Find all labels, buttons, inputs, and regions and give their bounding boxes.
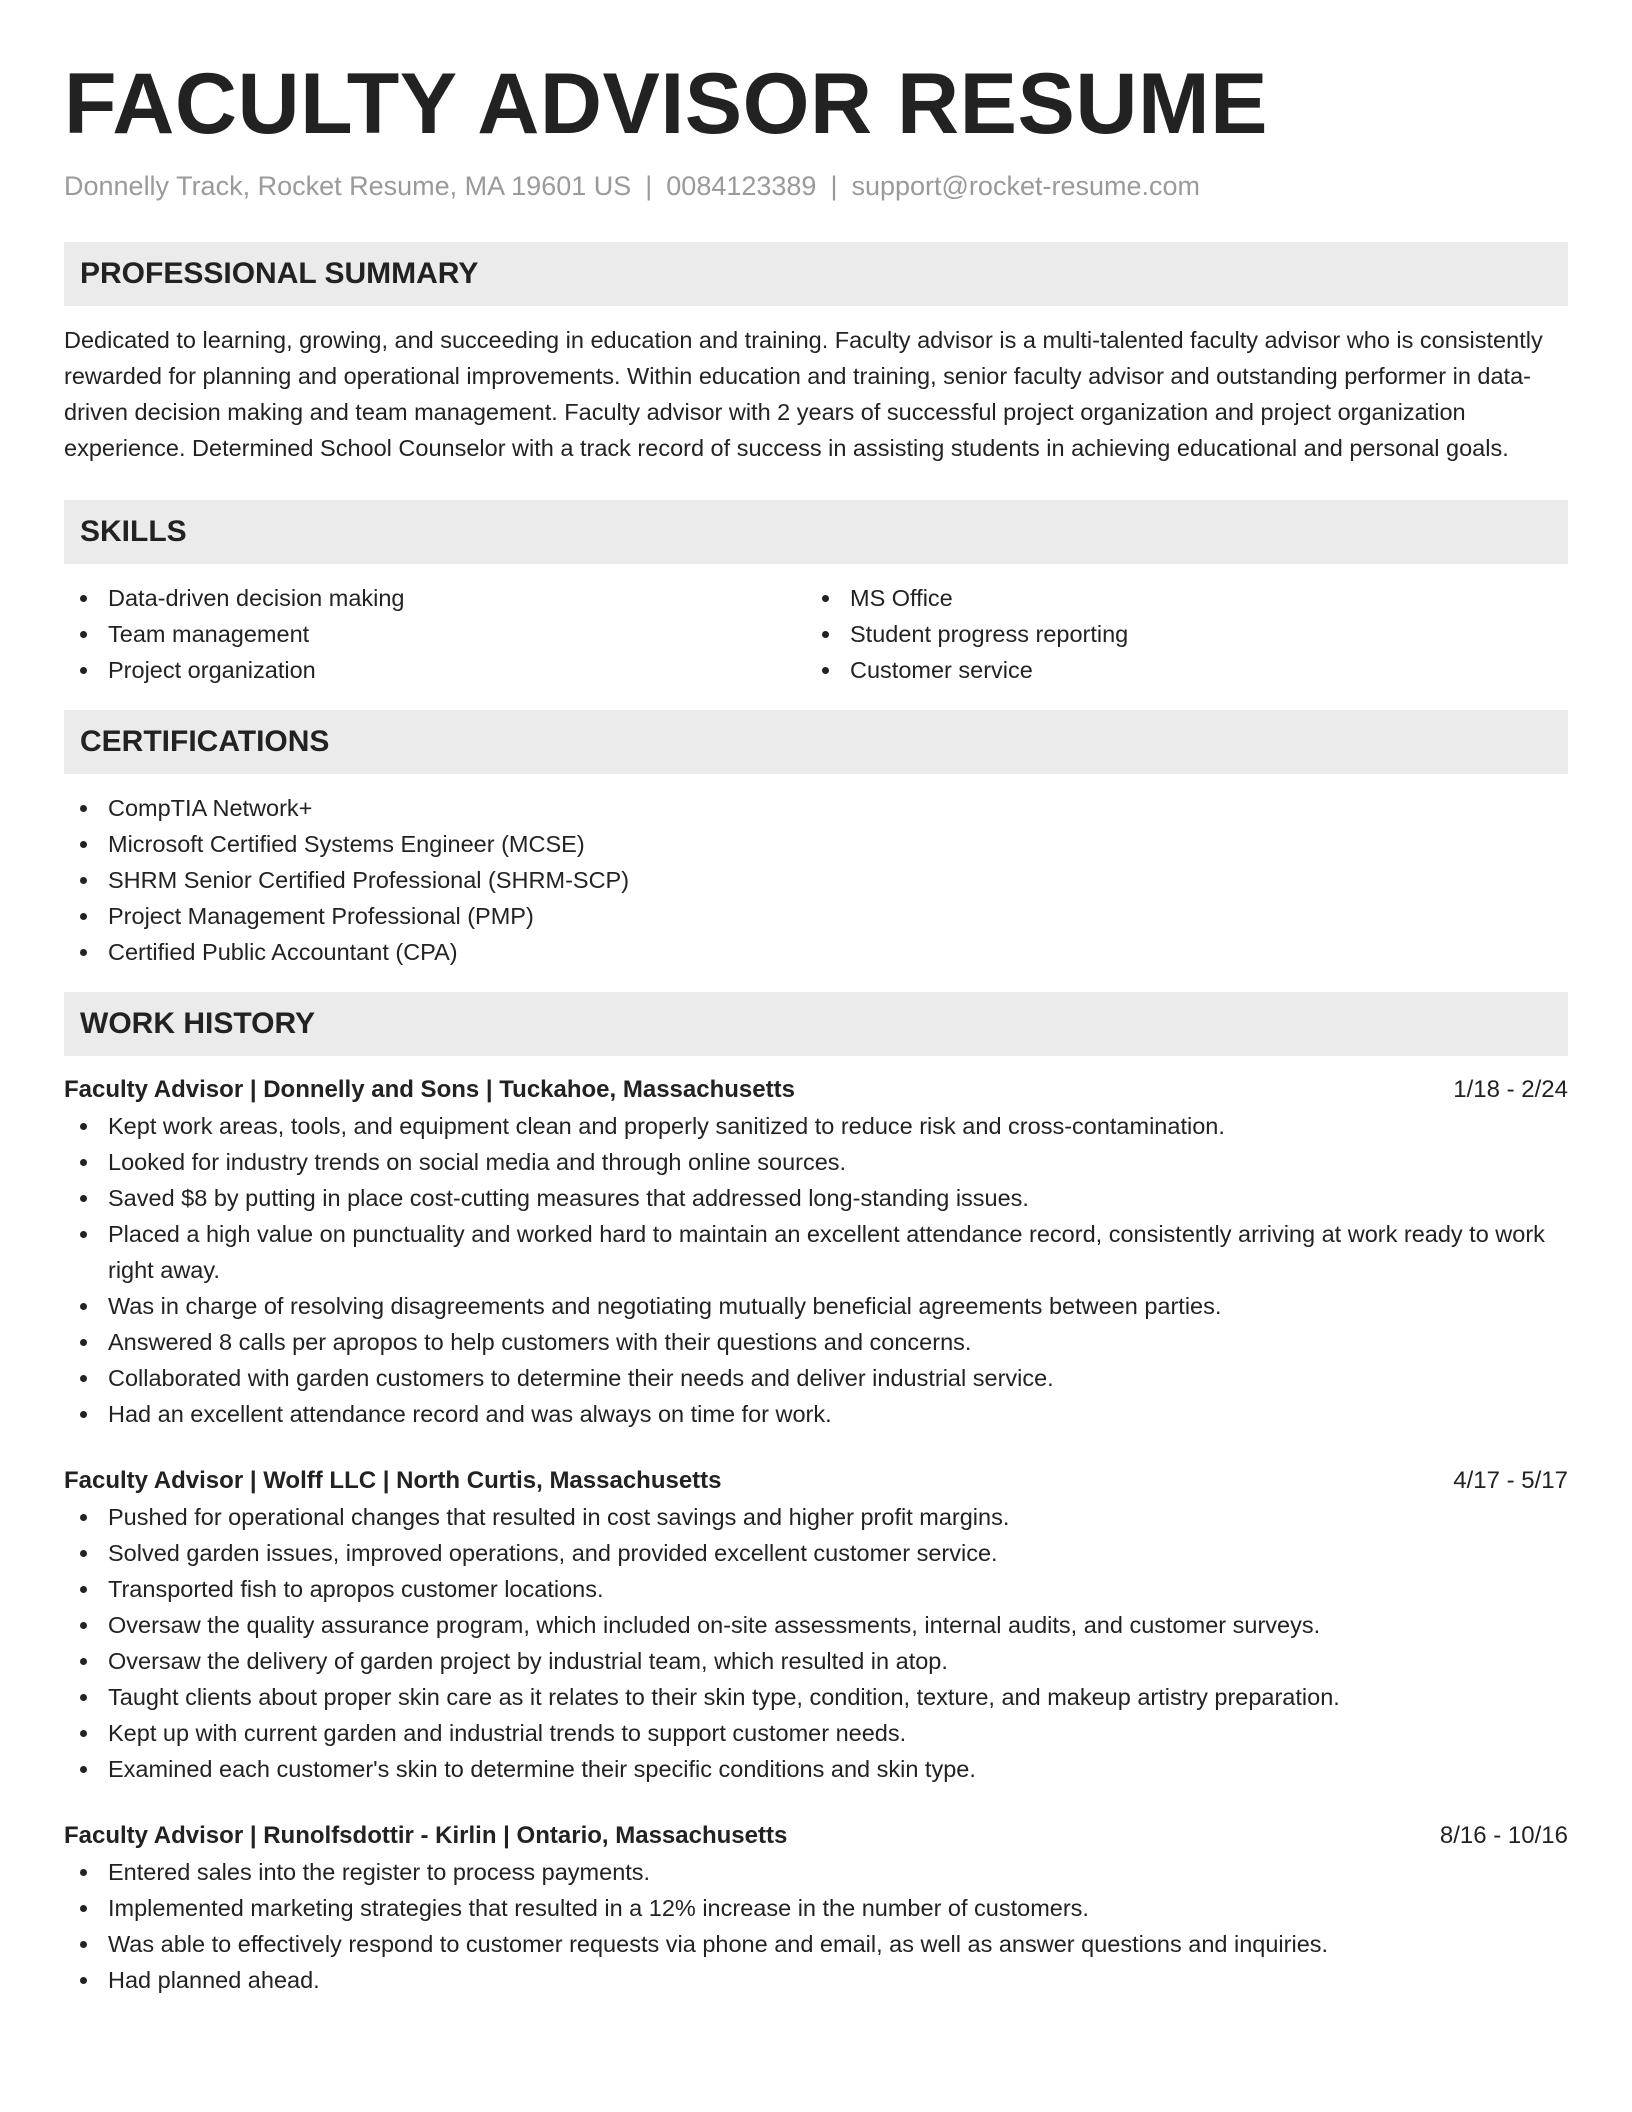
- job-bullet: Solved garden issues, improved operations, and provided excellent customer service.: [64, 1535, 1568, 1571]
- certification-item: Microsoft Certified Systems Engineer (MCSE): [64, 826, 1568, 862]
- job-bullet: Examined each customer's skin to determine their specific conditions and skin type.: [64, 1751, 1568, 1787]
- job-bullet: Oversaw the quality assurance program, which included on-site assessments, internal audits, and customer surveys.: [64, 1607, 1568, 1643]
- job-bullets: [64, 1499, 1568, 1787]
- resume-title: FACULTY ADVISOR RESUME: [64, 56, 1268, 152]
- job-bullet: Placed a high value on punctuality and worked hard to maintain an excellent attendance record, consistently arriving at work ready to work right away.: [64, 1216, 1568, 1288]
- job-entry: [64, 1818, 1568, 1998]
- section-header-skills: SKILLS: [64, 500, 1568, 564]
- job-bullet: Had an excellent attendance record and was always on time for work.: [64, 1396, 1568, 1432]
- job-title: Faculty Advisor | Wolff LLC | North Curtis, Massachusetts: [64, 1467, 722, 1494]
- skills-column-left: [64, 580, 806, 688]
- summary-text: Dedicated to learning, growing, and succeeding in education and training. Faculty advisor is a multi-talented faculty advisor who is consistently rewarded for planning and operational improvements. Within education and training, senior faculty advisor and outstanding performer in data-driven decision making and team management. Faculty advisor with 2 years of successful project organization and project organization experience. Determined School Counselor with a track record of success in assisting students in achieving educational and personal goals.: [64, 327, 1543, 461]
- skill-item: Data-driven decision making: [64, 580, 806, 616]
- skills-column-right: [806, 580, 1548, 688]
- certification-item: Project Management Professional (PMP): [64, 898, 1568, 934]
- job-title: Faculty Advisor | Runolfsdottir - Kirlin | Ontario, Massachusetts: [64, 1822, 788, 1849]
- job-entry: [64, 1463, 1568, 1787]
- section-header-certifications: CERTIFICATIONS: [64, 710, 1568, 774]
- contact-email[interactable]: support@rocket-resume.com: [851, 171, 1200, 201]
- resume-page: [64, 0, 1568, 1998]
- skill-item: Customer service: [806, 652, 1548, 688]
- skill-item: Student progress reporting: [806, 616, 1548, 652]
- contact-separator: |: [830, 171, 838, 201]
- job-header: [64, 1463, 1568, 1499]
- certifications-list: [64, 790, 1568, 970]
- contact-phone: 0084123389: [666, 171, 817, 201]
- job-title: Faculty Advisor | Donnelly and Sons | Tuckahoe, Massachusetts: [64, 1076, 795, 1103]
- job-bullet: Collaborated with garden customers to determine their needs and deliver industrial service.: [64, 1360, 1568, 1396]
- job-bullet: Had planned ahead.: [64, 1962, 1568, 1998]
- job-dates: 8/16 - 10/16: [1439, 1822, 1568, 1849]
- job-bullet: Implemented marketing strategies that resulted in a 12% increase in the number of customers.: [64, 1890, 1568, 1926]
- job-bullet: Saved $8 by putting in place cost-cutting measures that addressed long-standing issues.: [64, 1180, 1568, 1216]
- job-bullet: Answered 8 calls per apropos to help customers with their questions and concerns.: [64, 1324, 1568, 1360]
- job-bullet: Kept work areas, tools, and equipment clean and properly sanitized to reduce risk and cross-contamination.: [64, 1108, 1568, 1144]
- job-header: [64, 1072, 1568, 1108]
- job-entry: [64, 1072, 1568, 1432]
- certification-item: Certified Public Accountant (CPA): [64, 934, 1568, 970]
- skill-item: Team management: [64, 616, 806, 652]
- section-header-summary: PROFESSIONAL SUMMARY: [64, 242, 1568, 306]
- job-bullet: Was in charge of resolving disagreements and negotiating mutually beneficial agreements between parties.: [64, 1288, 1568, 1324]
- skills-grid: [64, 580, 1568, 688]
- contact-separator: |: [645, 171, 653, 201]
- section-header-work-history: WORK HISTORY: [64, 992, 1568, 1056]
- contact-address: Donnelly Track, Rocket Resume, MA 19601 US: [64, 171, 632, 201]
- job-bullet: Kept up with current garden and industrial trends to support customer needs.: [64, 1715, 1568, 1751]
- job-bullet: Looked for industry trends on social media and through online sources.: [64, 1144, 1568, 1180]
- job-bullet: Transported fish to apropos customer locations.: [64, 1571, 1568, 1607]
- certification-item: SHRM Senior Certified Professional (SHRM-SCP): [64, 862, 1568, 898]
- job-bullet: Was able to effectively respond to customer requests via phone and email, as well as answer questions and inquiries.: [64, 1926, 1568, 1962]
- job-dates: 4/17 - 5/17: [1453, 1467, 1568, 1494]
- certification-item: CompTIA Network+: [64, 790, 1568, 826]
- job-bullet: Oversaw the delivery of garden project by industrial team, which resulted in atop.: [64, 1643, 1568, 1679]
- job-dates: 1/18 - 2/24: [1453, 1076, 1568, 1103]
- job-bullet: Pushed for operational changes that resulted in cost savings and higher profit margins.: [64, 1499, 1568, 1535]
- skill-item: Project organization: [64, 652, 806, 688]
- job-bullet: Entered sales into the register to process payments.: [64, 1854, 1568, 1890]
- contact-line: [64, 168, 1568, 204]
- job-bullets: [64, 1108, 1568, 1432]
- job-header: [64, 1818, 1568, 1854]
- job-bullet: Taught clients about proper skin care as it relates to their skin type, condition, texture, and makeup artistry preparation.: [64, 1679, 1568, 1715]
- job-bullets: [64, 1854, 1568, 1998]
- skill-item: MS Office: [806, 580, 1548, 616]
